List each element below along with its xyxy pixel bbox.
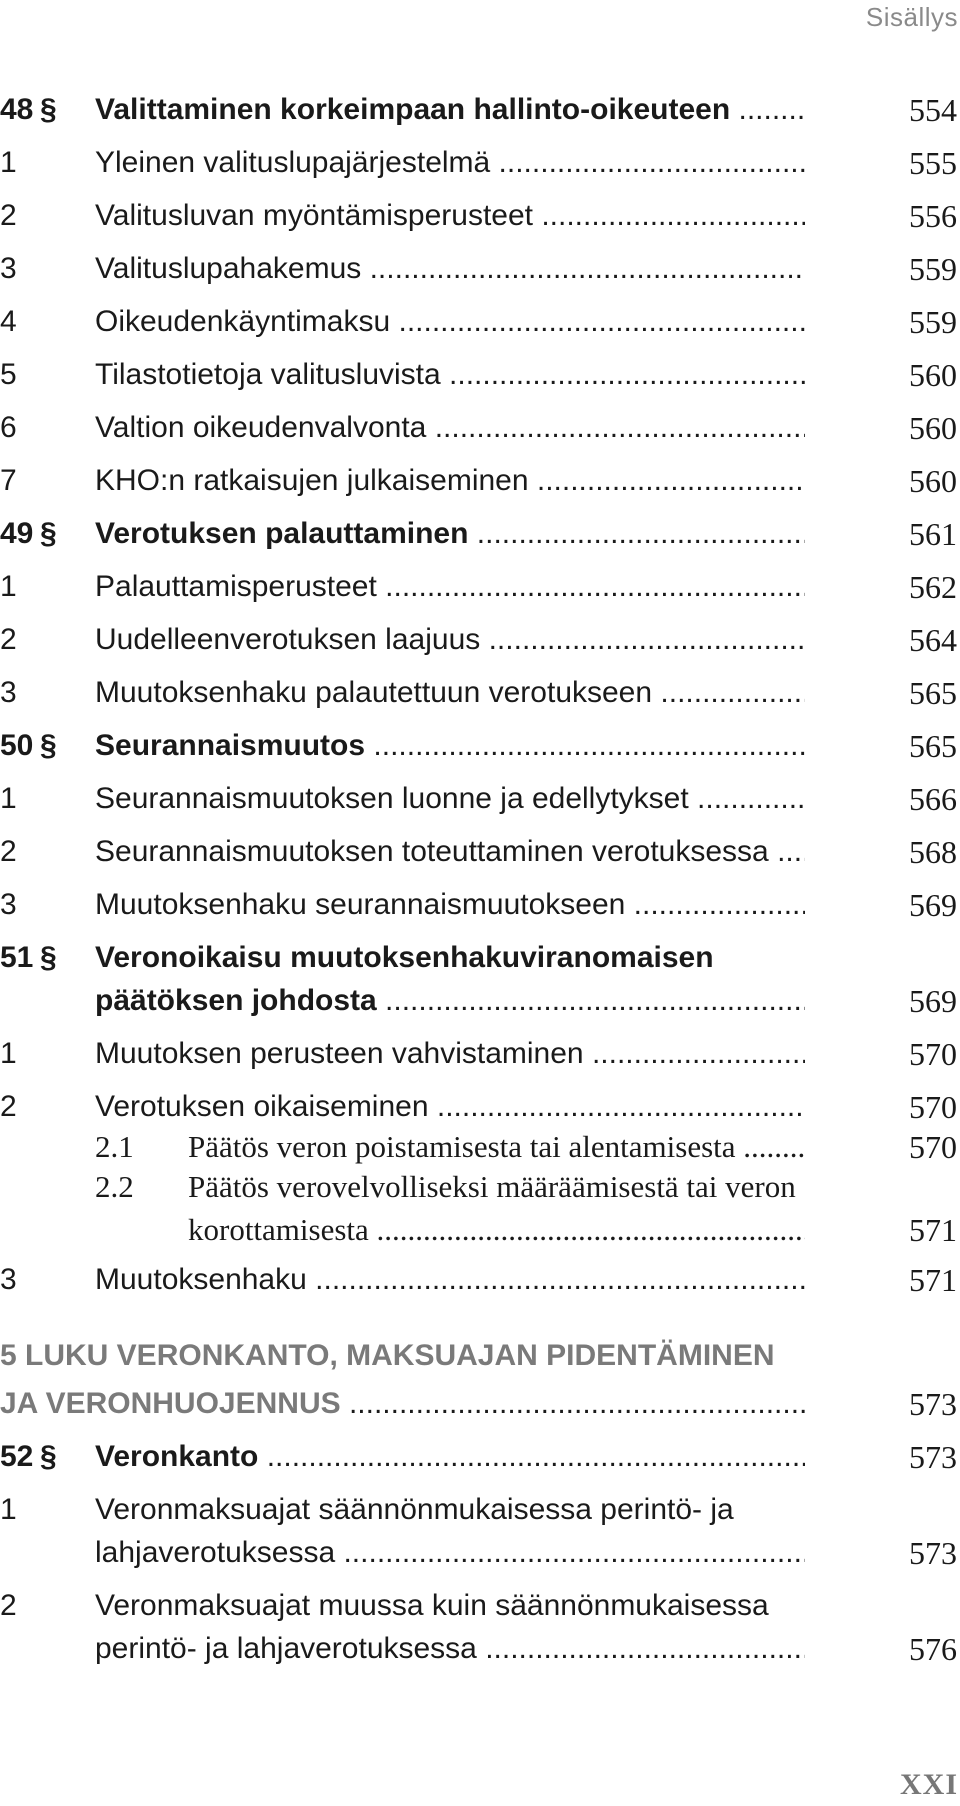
- entry-title: päätöksen johdosta .....: [95, 983, 805, 1019]
- page-number: 571: [909, 1262, 957, 1298]
- entry-title: Uudelleenverotuksen laajuus .....: [95, 622, 805, 658]
- page-number: 570: [909, 1089, 957, 1125]
- page-number: 566: [909, 781, 957, 817]
- entry-number: 1: [0, 570, 17, 603]
- entry-title: Muutoksenhaku palautettuun verotukseen .....: [95, 675, 805, 711]
- entry-number: 3: [0, 1263, 17, 1296]
- entry-number: 5: [0, 358, 17, 391]
- entry-title: Muutoksenhaku seurannaismuutokseen .....: [95, 887, 805, 923]
- subentry-title: korottamisesta .....: [188, 1212, 805, 1248]
- page-number: 569: [909, 887, 957, 923]
- section-sign: §: [40, 729, 57, 762]
- section-number: 51: [0, 941, 34, 974]
- page-number: 568: [909, 834, 957, 870]
- entry-title: Seurannaismuutoksen toteuttaminen verotuksessa .....: [95, 834, 805, 870]
- page-number: 570: [909, 1129, 957, 1165]
- entry-title: Oikeudenkäyntimaksu .....: [95, 304, 805, 340]
- page-number: 560: [909, 410, 957, 446]
- entry-number: 1: [0, 1037, 17, 1070]
- entry-number: 3: [0, 888, 17, 921]
- section-sign: §: [40, 517, 57, 550]
- entry-title: Muutoksen perusteen vahvistaminen .....: [95, 1036, 805, 1072]
- entry-title-line1: Veronmaksuajat muussa kuin säännönmukaisessa: [95, 1589, 769, 1622]
- entry-title: lahjaverotuksessa .....: [95, 1535, 805, 1571]
- entry-title: Veronkanto .....: [95, 1439, 805, 1475]
- section-sign: §: [40, 93, 57, 126]
- page-number: 573: [909, 1535, 957, 1571]
- entry-number: 6: [0, 411, 17, 444]
- page-number: 555: [909, 145, 957, 181]
- entry-number: 1: [0, 146, 17, 179]
- entry-title: KHO:n ratkaisujen julkaiseminen .....: [95, 463, 805, 499]
- entry-number: 1: [0, 1493, 17, 1526]
- entry-title: Valtion oikeudenvalvonta .....: [95, 410, 805, 446]
- entry-number: 7: [0, 464, 17, 497]
- entry-number: 2: [0, 199, 17, 232]
- entry-title: Verotuksen palauttaminen .....: [95, 516, 805, 552]
- page-number: 559: [909, 251, 957, 287]
- entry-number: 2: [0, 835, 17, 868]
- entry-number: 3: [0, 676, 17, 709]
- entry-title: perintö- ja lahjaverotuksessa .....: [95, 1631, 805, 1667]
- page-number: 576: [909, 1631, 957, 1667]
- subentry-number: 2.2: [95, 1169, 134, 1204]
- entry-number: 2: [0, 623, 17, 656]
- page-number: 562: [909, 569, 957, 605]
- entry-title: Palauttamisperusteet .....: [95, 569, 805, 605]
- running-header: Sisällys: [865, 2, 958, 32]
- page-number: 571: [909, 1212, 957, 1248]
- chapter-title: JA VERONHUOJENNUS .....: [0, 1386, 805, 1422]
- section-number: 52: [0, 1440, 34, 1473]
- chapter-title-line1: 5 LUKU VERONKANTO, MAKSUAJAN PIDENTÄMINEN: [0, 1339, 775, 1372]
- entry-title: Verotuksen oikaiseminen .....: [95, 1089, 805, 1125]
- entry-number: 2: [0, 1090, 17, 1123]
- page-number: 565: [909, 728, 957, 764]
- entry-number: 1: [0, 782, 17, 815]
- folio-page-number: XXI: [899, 1768, 958, 1801]
- entry-title-line1: Veronmaksuajat säännönmukaisessa perintö- ja: [95, 1493, 734, 1526]
- entry-title-line1: Veronoikaisu muutoksenhakuviranomaisen: [95, 941, 714, 974]
- page-number: 556: [909, 198, 957, 234]
- entry-number: 3: [0, 252, 17, 285]
- page-number: 565: [909, 675, 957, 711]
- page-number: 573: [909, 1439, 957, 1475]
- entry-title: Seurannaismuutoksen luonne ja edellytykset .....: [95, 781, 805, 817]
- entry-title: Muutoksenhaku .....: [95, 1262, 805, 1298]
- entry-title: Valituslupahakemus .....: [95, 251, 805, 287]
- page-number: 559: [909, 304, 957, 340]
- entry-title: Seurannaismuutos .....: [95, 728, 805, 764]
- entry-title: Tilastotietoja valitusluvista .....: [95, 357, 805, 393]
- page-number: 560: [909, 463, 957, 499]
- page-number: 569: [909, 983, 957, 1019]
- page-number: 570: [909, 1036, 957, 1072]
- subentry-title: Päätös veron poistamisesta tai alentamisesta .....: [188, 1129, 805, 1165]
- page-number: 573: [909, 1386, 957, 1422]
- entry-number: 4: [0, 305, 17, 338]
- section-number: 48: [0, 93, 34, 126]
- entry-title: Yleinen valituslupajärjestelmä .....: [95, 145, 805, 181]
- page-number: 554: [909, 92, 957, 128]
- section-sign: §: [40, 941, 57, 974]
- section-number: 50: [0, 729, 34, 762]
- entry-number: 2: [0, 1589, 17, 1622]
- subentry-title-line1: Päätös verovelvolliseksi määräämisestä tai veron: [188, 1169, 796, 1204]
- entry-title: Valittaminen korkeimpaan hallinto-oikeuteen .....: [95, 92, 805, 128]
- entry-title: Valitusluvan myöntämisperusteet .....: [95, 198, 805, 234]
- page-number: 560: [909, 357, 957, 393]
- page-number: 564: [909, 622, 957, 658]
- page-number: 561: [909, 516, 957, 552]
- section-number: 49: [0, 517, 34, 550]
- section-sign: §: [40, 1440, 57, 1473]
- subentry-number: 2.1: [95, 1129, 134, 1164]
